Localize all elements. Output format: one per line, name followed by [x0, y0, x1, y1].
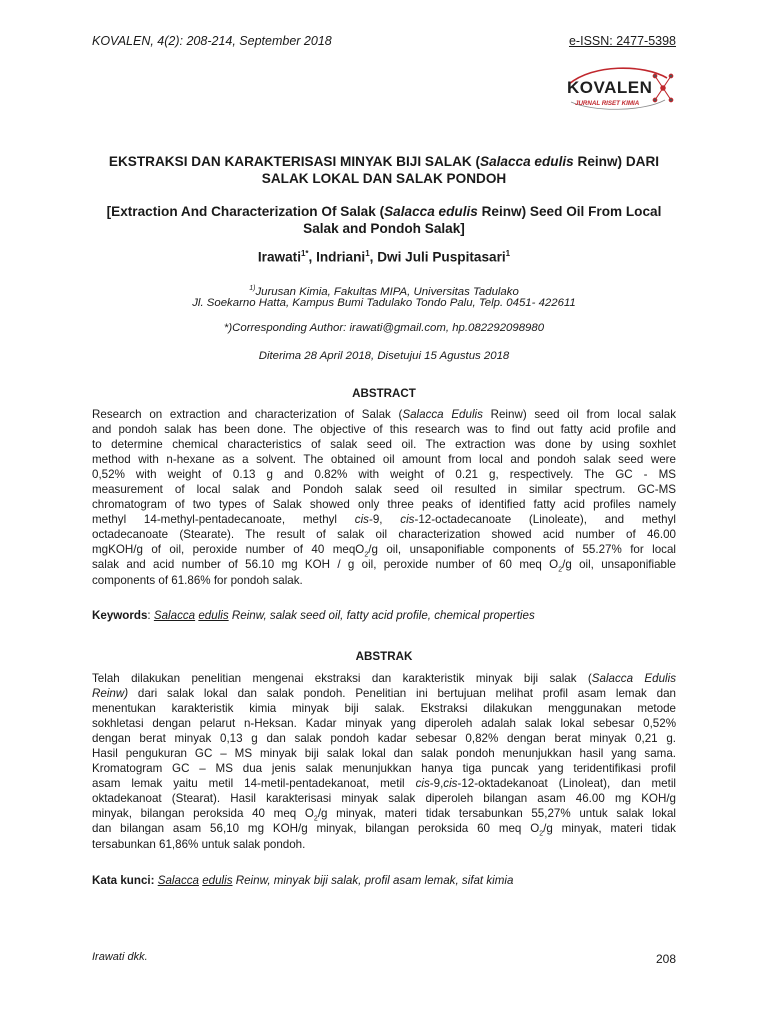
abstract-line: components of 61.86% for pondoh salak.	[92, 573, 303, 587]
abstract-heading: ABSTRACT	[352, 387, 416, 400]
abstrak-line: dengan berat minyak 0,13 g dan salak pondoh kadar sebesar 0,82% dengan berat minyak 0,21 g.	[92, 732, 676, 746]
abstrak-line: dan bilangan asam 56,10 mg KOH/g minyak, bilangan peroksida 60 meq $O_2/g$ minyak, materi tidak	[92, 822, 676, 838]
atom-icon	[653, 74, 673, 102]
keyword-species: edulis	[202, 874, 233, 887]
abstrak-heading: ABSTRAK	[355, 650, 413, 663]
abstrak-line: Hasil pengukuran GC – MS minyak biji salak lokal dan salak pondoh menunjukkan hasil yang sama.	[92, 747, 676, 761]
affiliation-line-2: Jl. Soekarno Hatta, Kampus Bumi Tadulako Tondo Palu, Telp. 0451- 422611	[192, 297, 576, 309]
abstract-line: Research on extraction and characterization of Salak (Salacca Edulis Reinw) seed oil from local salak	[92, 408, 677, 421]
abstrak-line: minyak, bilangan peroksida 40 meq $O_2/g$ minyak, materi tidak tersabunkan 55,27% untuk salak lokal	[92, 807, 676, 823]
keywords-rest: Reinw, minyak biji salak, profil asam lemak, sifat kimia	[232, 874, 514, 887]
footer-author: Irawati dkk.	[92, 951, 148, 963]
abstract-line: octadecanoate (Stearate). The result of salak oil characterization showed acid number of 46.00	[92, 528, 676, 542]
abstract-line: methyl 14-methyl-pentadecanoate, methyl cis-9, cis-12-octadecanoate (Linoleate), and methyl	[92, 513, 676, 527]
keywords-rest: Reinw, salak seed oil, fatty acid profile, chemical properties	[228, 609, 535, 622]
title-english	[92, 203, 676, 237]
author-2: , Indriani	[308, 249, 366, 265]
abstrak-line: oktadekanoat (Stearat). Hasil karakterisasi minyak salak diperoleh bilangan asam 46.00 mg KOH/g	[92, 792, 676, 806]
abstract-line: mgKOH/g of oil, peroxide number of 40 meqO$_2$/g oil, unsaponifiable components of 55.27% for local	[92, 543, 677, 559]
title-en-part2: Reinw) Seed Oil From Local	[477, 204, 662, 219]
keywords-label: Keywords	[92, 609, 148, 622]
abstract-line: measurement of local salak and Pondoh salak seed oil resulted in similar spectrum. GC-MS	[92, 483, 676, 497]
abstrak-line: Telah dilakukan penelitian mengenai ekstraksi dan karakteristik minyak biji salak (Salacca Edulis	[92, 672, 676, 685]
abstrak-line: menentukan karakteristik kimia minyak biji salak. Ekstraksi dilakukan menggunakan metode	[92, 702, 676, 716]
title-en-part1: [Extraction And Characterization Of Salak (	[106, 204, 385, 219]
affiliation-sup: 1)	[249, 285, 256, 292]
author-2-sup: 1	[365, 249, 370, 258]
abstract-line: and pondoh salak has been done. The objective of this research was to find out fatty acid profile and	[92, 423, 676, 437]
abstract-line: chromatogram of two types of Salak showed only three peaks of identified fatty acid profiles namely	[92, 498, 676, 512]
title-id-part1: EKSTRAKSI DAN KARAKTERISASI MINYAK BIJI SALAK (	[108, 154, 481, 169]
issn-link[interactable]: e-ISSN: 2477-5398	[568, 34, 676, 48]
abstrak-line: tersabunkan 61,86% untuk salak pondoh.	[92, 837, 306, 851]
keywords-english: Keywords: Salacca edulis Reinw, salak seed oil, fatty acid profile, chemical properties	[92, 609, 535, 622]
title-en-species: Salacca edulis	[384, 204, 478, 219]
abstract-body	[92, 407, 676, 588]
page-number: 208	[655, 952, 676, 966]
keyword-genus: Salacca	[157, 874, 199, 887]
author-3: , Dwi Juli Puspitasari	[369, 249, 506, 265]
affiliation-text-1: Jurusan Kimia, Fakultas MIPA, Universitas Tadulako	[255, 285, 519, 298]
abstrak-line: sokhletasi dengan pelarut n-Heksan. Kadar minyak yang diperoleh adalah salak lokal sebesar 0,52%	[92, 717, 676, 731]
title-indonesian	[92, 153, 676, 187]
logo-subtext: JURNAL RISET KIMIA	[575, 100, 640, 107]
abstrak-line: Reinw) dari salak lokal dan salak pondoh. Penelitian ini bertujuan melihat profil asam lemak dan	[92, 687, 676, 701]
title-id-species: Salacca edulis	[480, 154, 574, 169]
title-en-line2: Salak and Pondoh Salak]	[303, 221, 465, 236]
abstrak-body	[92, 671, 676, 852]
title-id-part2: Reinw) DARI	[573, 154, 660, 169]
kovalen-logo	[563, 62, 675, 114]
keyword-genus: Salacca	[153, 609, 196, 622]
title-id-line2: SALAK LOKAL DAN SALAK PONDOH	[261, 171, 507, 186]
corresponding-author: *)Corresponding Author: irawati@gmail.com, hp.082292098980	[223, 322, 545, 334]
author-1-sup: 1*	[300, 249, 309, 258]
author-1: Irawati	[257, 249, 301, 265]
keywords-indonesian	[92, 874, 676, 887]
journal-reference: KOVALEN, 4(2): 208-214, September 2018	[92, 34, 332, 48]
abstrak-line: Kromatogram GC – MS dua jenis salak menunjukkan hanya tiga puncak yang teridentifikasi profil	[92, 762, 676, 776]
logo-text: KOVALEN	[567, 78, 653, 97]
author-list	[92, 249, 676, 265]
abstract-line: salak and acid number of 56.10 mg KOH / g oil, peroxide number of 60 meq $O_2/g$ oil, unsaponifiable	[92, 558, 676, 574]
keyword-species: edulis	[198, 609, 229, 622]
kata-kunci-label: Kata kunci:	[92, 874, 155, 887]
abstrak-line: asam lemak yaitu metil 14-metil-pentadekanoat, metil cis-9,cis-12-oktadekanoat (Linoleat), dan metil	[92, 777, 676, 791]
abstract-line: method with n-hexane as a solvent. The obtained oil amount from local and pondoh salak seed were	[92, 453, 676, 467]
abstract-line: to determine chemical characteristics of salak seed oil. The extraction was done by using soxhlet	[92, 438, 676, 452]
abstract-line: 0,52% with weight of 0.13 g and 0.82% with weight of 0.21 g, respectively. The GC - MS	[92, 468, 676, 482]
author-3-sup: 1	[505, 249, 511, 258]
received-dates: Diterima 28 April 2018, Disetujui 15 Agustus 2018	[258, 350, 510, 362]
